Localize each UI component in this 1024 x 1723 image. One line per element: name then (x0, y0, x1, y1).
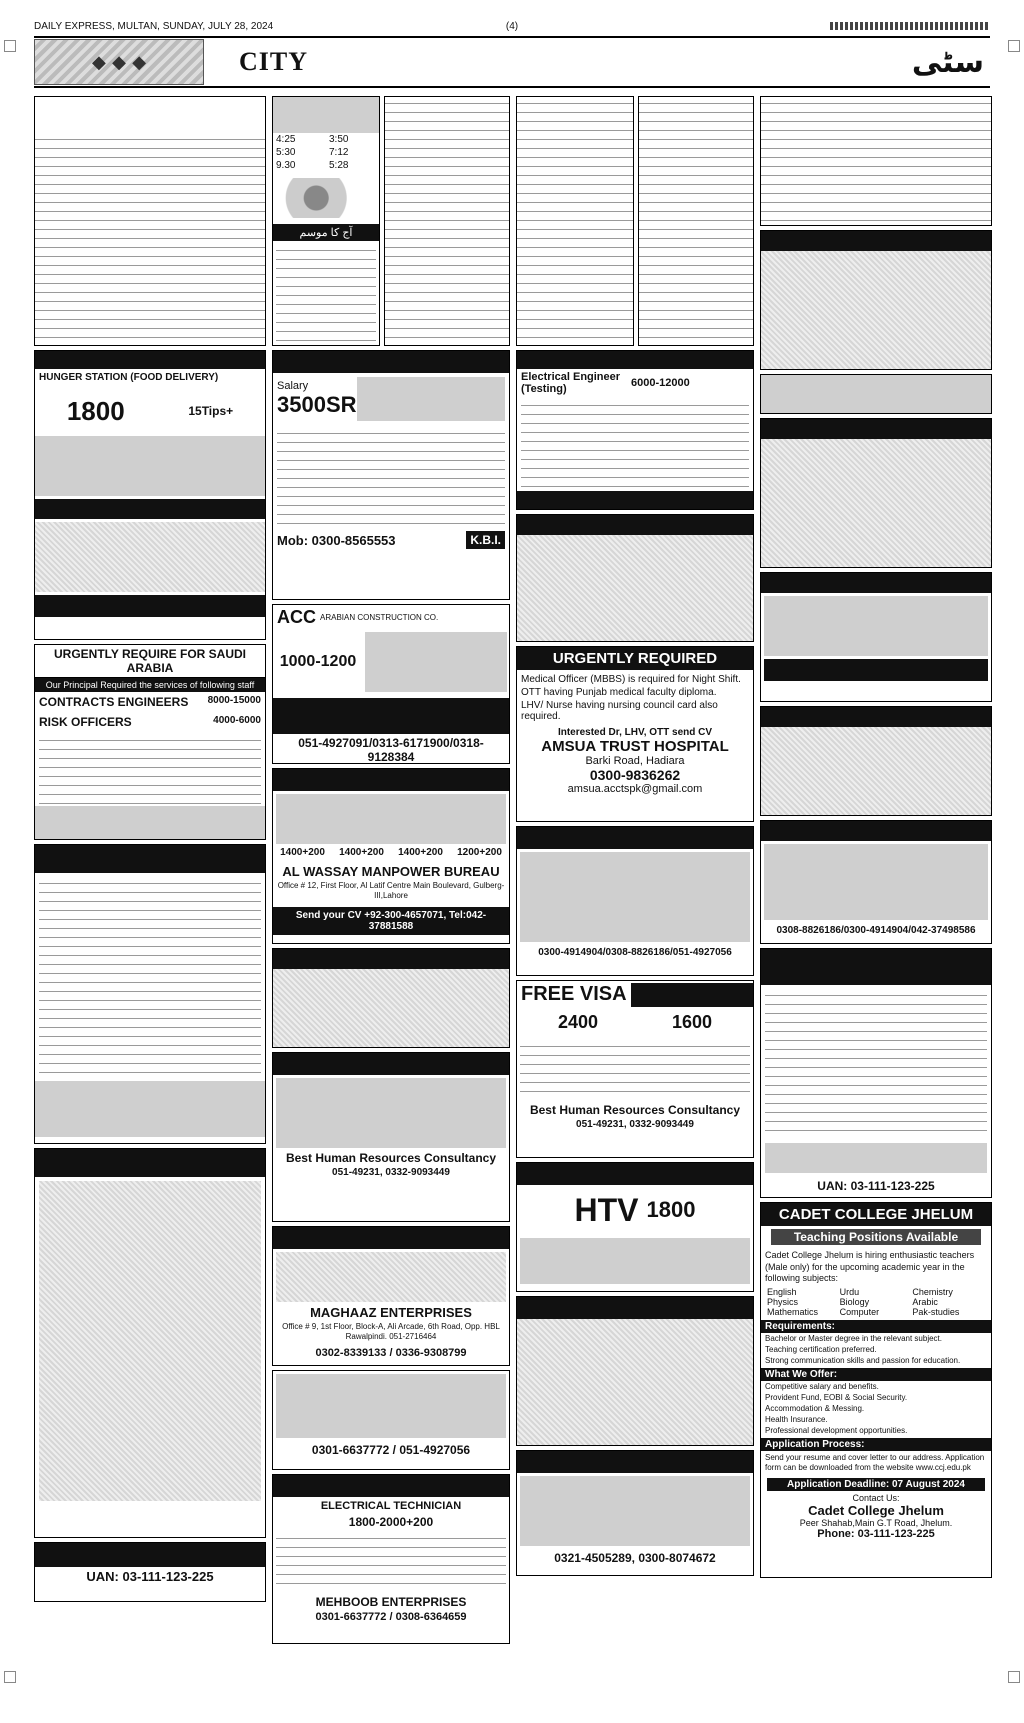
offer-item: Competitive salary and benefits. (765, 1382, 879, 1392)
ad-banner (35, 499, 265, 519)
ad-electrician (272, 604, 510, 764)
ad-jobs (276, 1374, 506, 1438)
college-name: Cadet College Jhelum (808, 1502, 944, 1518)
ad-subtitle: Our Principal Required the services of following staff (35, 678, 265, 692)
section-title-ur: سٹی (911, 44, 984, 80)
ad-saudi-technicians (760, 418, 992, 568)
ad-bahrain (272, 1226, 510, 1366)
ad-banner (273, 1053, 509, 1075)
ad-table (35, 522, 265, 592)
ad-description (521, 399, 749, 489)
ad-jobs (276, 1252, 506, 1302)
job-pay: 6000-12000 (631, 377, 690, 389)
ad-title: HUNGER STATION (FOOD DELIVERY) (39, 372, 219, 383)
ad-job-list (39, 877, 261, 1077)
ad-jobs (764, 844, 988, 920)
ad-uzbekistan (272, 948, 510, 1048)
phone-numbers: 051-4927091/0313-6171900/0318-9128384 (298, 736, 484, 764)
job-pay: 1800-2000+200 (348, 1515, 434, 1529)
ad-banner (517, 515, 753, 535)
ad-banner (517, 1163, 753, 1185)
ad-fabricator (516, 1450, 754, 1576)
ad-saudi-driver (760, 706, 992, 816)
time: 5:28 (329, 160, 349, 171)
requirement-item: Medical Officer (MBBS) is required for Night Shift. (521, 674, 741, 685)
agency-address: Office # 9, 1st Floor, Block-A, Ali Arcade, 6th Road, Opp. HBL Rawalpindi. 051-2716464 (282, 1322, 500, 1342)
ad-footer (764, 659, 988, 681)
ad-qatar (272, 768, 510, 944)
phone-numbers: 0301-6637772 / 051-4927056 (311, 1443, 471, 1457)
job-title: ELECTRICAL TECHNICIAN (320, 1500, 462, 1512)
ad-footer (35, 806, 265, 840)
ad-banner (35, 351, 265, 369)
column-2 (272, 96, 510, 1682)
column-4 (760, 96, 992, 1682)
ad-warehouse-workers (516, 1296, 754, 1446)
pay: 2400 (557, 1012, 599, 1032)
pay: 1400+200 (339, 847, 384, 858)
uan-number: UAN: 03-111-123-225 (86, 1569, 214, 1584)
ad-testing-engineer (760, 820, 992, 944)
contact-label: Contact Us: (852, 1492, 900, 1503)
ad-free-visa (516, 980, 754, 1158)
bureau-cv: Send your CV +92-300-4657071, Tel:042-37881588 (273, 907, 509, 935)
requirements-title: Requirements: (761, 1320, 991, 1333)
ad-body (761, 375, 991, 413)
ad-footer (517, 491, 753, 510)
ad-applications (34, 1148, 266, 1538)
requirements-list (761, 1333, 991, 1366)
ad-banner (761, 231, 991, 251)
ad-steel-fixer (516, 514, 754, 642)
subject: Chemistry (912, 1287, 953, 1298)
subject: Mathematics (767, 1307, 819, 1318)
ad-table (39, 1181, 261, 1501)
consultancy-phones: 051-49231, 0332-9093449 (332, 1167, 450, 1178)
role-name: RISK OFFICERS (39, 715, 132, 729)
consultancy-title: Best Human Resources Consultancy (529, 1103, 741, 1117)
subject: Computer (839, 1307, 880, 1318)
process-text: Send your resume and cover letter to our address. Application form can be downloaded from the website www.ccj.edu.pk (765, 1453, 985, 1473)
subjects-grid (761, 1287, 991, 1317)
ad-description (39, 734, 261, 804)
intro-text: Cadet College Jhelum is hiring enthusiastic teachers (Male only) for the upcoming academic year in the following subjects: (765, 1250, 975, 1284)
time: 3:50 (329, 134, 349, 145)
ad-banner (273, 1475, 509, 1497)
ad-electrical-engineer (516, 350, 754, 510)
time: 5:30 (276, 147, 296, 158)
dateline-text: DAILY EXPRESS, MULTAN, SUNDAY, JULY 28, 2024 (34, 20, 274, 32)
pay: 1600 (671, 1012, 713, 1032)
news-article (760, 96, 992, 226)
column-3 (516, 96, 754, 1682)
requirement-item: Bachelor or Master degree in the relevant subject. (765, 1334, 942, 1344)
ad-amsua-hospital (516, 646, 754, 822)
role-pay: 8000-15000 (207, 695, 261, 706)
requirements-list (517, 673, 753, 723)
subject: English (767, 1287, 797, 1298)
news-article (516, 96, 634, 346)
ad-footer (273, 698, 509, 734)
ad-title: URGENTLY REQUIRED (517, 647, 753, 670)
dateline-urdu (830, 22, 990, 30)
crop-mark (1008, 1671, 1020, 1683)
time: 7:12 (329, 147, 349, 158)
ad-jobs (276, 794, 506, 844)
time: 4:25 (276, 134, 296, 145)
salary-label: Salary (277, 380, 309, 392)
crop-mark (4, 40, 16, 52)
news-article (384, 96, 510, 346)
process-title: Application Process: (761, 1438, 991, 1451)
ad-jobs (520, 1476, 750, 1546)
time: 9.30 (276, 160, 296, 171)
pay: 1400+200 (280, 847, 325, 858)
news-article (638, 96, 754, 346)
page-number: (4) (505, 20, 519, 32)
ad-banner (517, 1297, 753, 1319)
consultancy-title: Best Human Resources Consultancy (285, 1151, 497, 1165)
agency-title: MAGHAAZ ENTERPRISES (310, 1305, 472, 1320)
phone-numbers: 0308-8826186/0300-4914904/042-37498586 (776, 925, 976, 936)
requirement-item: Teaching certification preferred. (765, 1345, 877, 1355)
offers-list (761, 1381, 991, 1436)
ad-small (760, 374, 992, 414)
weather-box (272, 96, 380, 346)
subject: Arabic (912, 1297, 938, 1308)
ad-general-manager (272, 350, 510, 600)
ad-banner (273, 351, 509, 373)
ad-jobs (520, 852, 750, 942)
weather-label: آج کا موسم (273, 224, 379, 241)
ad-cadet-small (34, 1542, 266, 1602)
weather-header (273, 97, 379, 133)
ad-job-title (365, 632, 507, 692)
ad-uae-airport (760, 230, 992, 370)
subject: Physics (767, 1297, 799, 1308)
company-sub: ARABIAN CONSTRUCTION CO. (320, 613, 439, 622)
ad-banner (761, 949, 991, 985)
subject: Pak-studies (912, 1307, 960, 1318)
consultancy-phones: 051-49231, 0332-9093449 (576, 1119, 694, 1130)
college-phone: Phone: 03-111-123-225 (817, 1527, 935, 1540)
phone-numbers: 0321-4505289, 0300-8074672 (554, 1551, 716, 1565)
company-logo: ACC (277, 607, 316, 627)
pay: 1200+200 (457, 847, 502, 858)
offer-title: What We Offer: (761, 1368, 991, 1381)
deadline: Application Deadline: 07 August 2024 (767, 1478, 985, 1491)
company-name: K.B.I. (466, 531, 505, 549)
ad-saudi-electrical (272, 1474, 510, 1644)
ad-title: CADET COLLEGE JHELUM (761, 1203, 991, 1226)
ad-uae-carpenter (272, 1370, 510, 1470)
ad-jobs (764, 596, 988, 656)
agency-phones: 0301-6637772 / 0308-6364659 (315, 1611, 467, 1623)
agency-phones: 0302-8339133 / 0336-9308799 (315, 1346, 467, 1359)
bureau-address: Office # 12, First Floor, Al Latif Centre Main Boulevard, Gulberg-III,Lahore (277, 881, 505, 901)
weather-text (276, 244, 376, 344)
ad-banner (631, 983, 753, 1007)
interested-text: Interested Dr, LHV, OTT send CV (557, 727, 713, 738)
requirement-item: LHV/ Nurse having nursing council card also required. (521, 700, 718, 722)
hospital-email: amsua.acctspk@gmail.com (567, 783, 703, 795)
subject: Biology (839, 1297, 870, 1308)
ad-job-title (357, 377, 505, 421)
bureau-title: AL WASSAY MANPOWER BUREAU (282, 864, 500, 879)
hospital-phone: 0300-9836262 (589, 767, 681, 783)
ad-tips: 15Tips+ (188, 404, 234, 418)
requirement-item: OTT having Punjab medical faculty diploma. (521, 687, 717, 698)
section-title: Teaching Positions Available (771, 1229, 981, 1245)
ad-saudi-contracts (34, 644, 266, 840)
ad-banner (273, 769, 509, 791)
salary-range: 1000-1200 (279, 653, 357, 670)
phone-numbers: 0300-4914904/0308-8826186/051-4927056 (538, 947, 732, 958)
hospital-address: Barki Road, Hadiara (585, 755, 685, 767)
agency-title: MEHBOOB ENTERPRISES (315, 1595, 467, 1609)
ad-dubai (34, 844, 266, 1144)
salary-amount: 3500SR (277, 392, 357, 417)
prayer-times (273, 133, 379, 172)
cloud-icon (277, 178, 375, 218)
subject: Urdu (839, 1287, 860, 1298)
ad-banner (273, 1227, 509, 1249)
ad-description (520, 1040, 750, 1100)
ad-banner (761, 707, 991, 727)
job-title: Electrical Engineer (Testing) (521, 371, 621, 395)
crop-mark (1008, 40, 1020, 52)
mobile-number: Mob: 0300-8565553 (277, 532, 396, 548)
ad-cadet-college-urdu (760, 948, 992, 1198)
ad-banner (517, 1451, 753, 1473)
ad-description (765, 989, 987, 1139)
ad-cadet-college-english (760, 1202, 992, 1578)
ad-banner (761, 573, 991, 593)
offer-item: Health Insurance. (765, 1415, 828, 1425)
offer-item: Accommodation & Messing. (765, 1404, 865, 1414)
ad-banner (35, 845, 265, 873)
column-1 (34, 96, 266, 1682)
crop-mark (4, 1671, 16, 1683)
ad-hunger-station (34, 350, 266, 640)
requirement-item: Strong communication skills and passion for education. (765, 1356, 961, 1366)
ad-banner (761, 419, 991, 439)
ad-footer (765, 1143, 987, 1173)
ad-bike-rider (760, 572, 992, 702)
hospital-name: AMSUA TRUST HOSPITAL (541, 738, 729, 755)
ad-jobs (276, 1078, 506, 1148)
role-pay: 4000-6000 (213, 715, 261, 726)
ad-description (276, 1532, 506, 1592)
ad-banner (35, 1543, 265, 1567)
role-name: CONTRACTS ENGINEERS (39, 695, 189, 709)
college-address: Peer Shahab,Main G.T Road, Jhelum. (799, 1517, 953, 1528)
ad-htv-driver (516, 1162, 754, 1292)
offer-item: Professional development opportunities. (765, 1426, 908, 1436)
ad-body (35, 436, 265, 496)
ad-banner (273, 949, 509, 969)
ad-banner (35, 1149, 265, 1177)
offer-item: Provident Fund, EOBI & Social Security. (765, 1393, 908, 1403)
ad-banner (517, 827, 753, 849)
ad-footer (35, 1081, 265, 1137)
ad-amount: 1800 (66, 395, 125, 426)
ad-uae-cleaners (272, 1052, 510, 1222)
ad-description (277, 427, 505, 527)
article-headline (35, 97, 265, 131)
dateline (34, 18, 990, 34)
express-logo: ◆ ◆ ◆ (34, 39, 204, 85)
news-article (34, 96, 266, 346)
ad-title: URGENTLY REQUIRE FOR SAUDI ARABIA (35, 645, 265, 678)
uan-number: UAN: 03-111-123-225 (817, 1179, 935, 1193)
ad-title: FREE VISA (521, 983, 627, 1005)
job-pay: 1800 (646, 1197, 696, 1222)
ad-footer (520, 1238, 750, 1284)
ad-uae-dubai (516, 826, 754, 976)
section-header (34, 36, 990, 88)
pay: 1400+200 (398, 847, 443, 858)
ad-banner (35, 595, 265, 617)
ad-banner (761, 821, 991, 841)
section-title-en: CITY (239, 47, 309, 76)
job-title: HTV (574, 1191, 639, 1228)
ad-banner (517, 351, 753, 369)
